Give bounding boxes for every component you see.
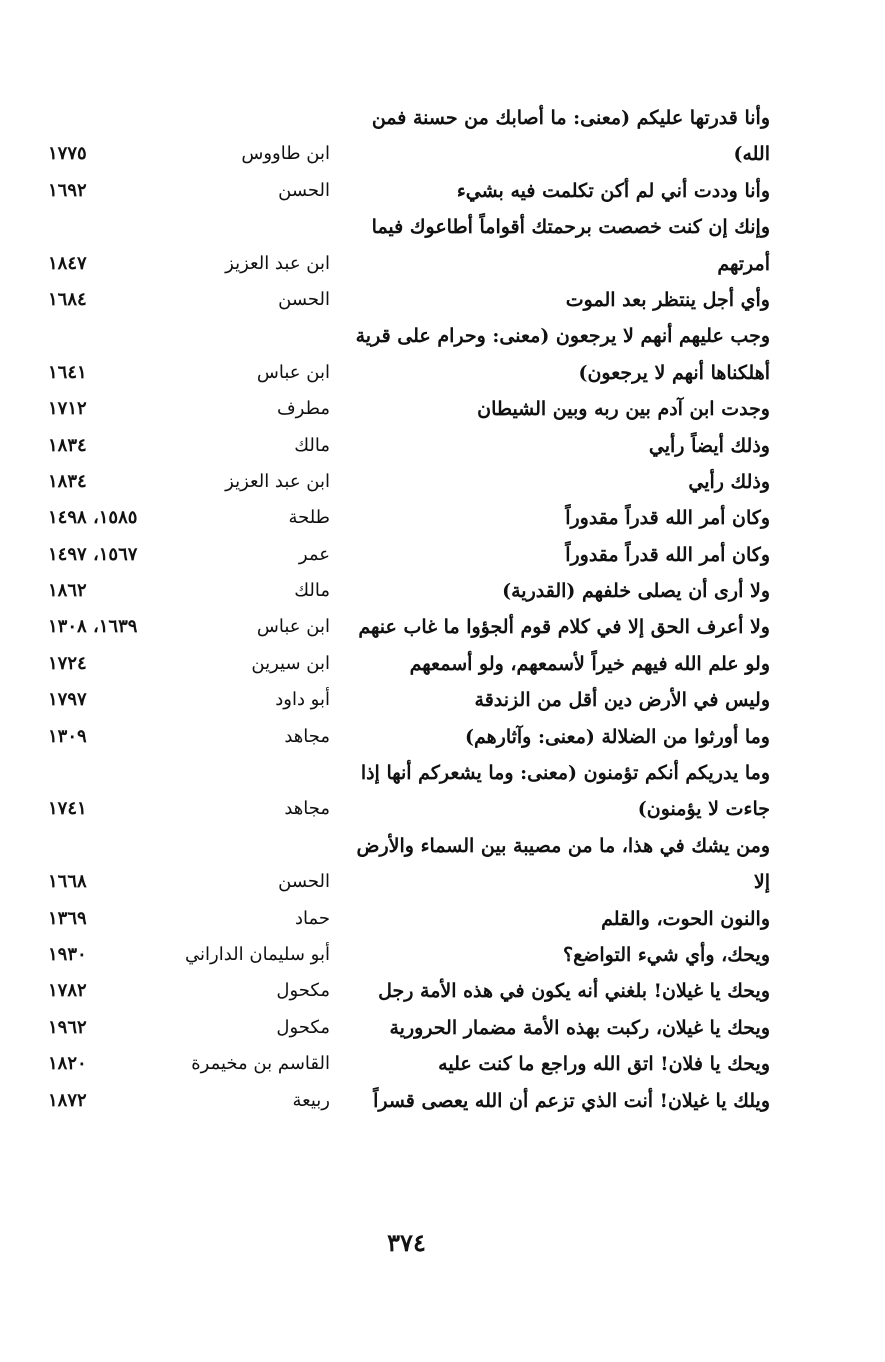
entry-quote: الله) (733, 143, 770, 166)
index-entry (40, 246, 770, 282)
entry-quote: وكان أمر الله قدراً مقدوراً (565, 543, 770, 566)
index-entry (40, 1010, 770, 1046)
index-entry (40, 282, 770, 318)
entry-reference-numbers: ١٩٦٢ (48, 1016, 87, 1038)
index-entry (40, 464, 770, 500)
entry-reference-numbers: ١٦٤١ (48, 361, 87, 383)
index-entry (40, 209, 770, 245)
entry-quote: وما أورثوا من الضلالة (معنى: وآثارهم) (464, 725, 770, 748)
entry-narrator: طلحة (288, 507, 330, 529)
entry-reference-numbers: ١٨٢٠ (48, 1053, 87, 1075)
index-entry (40, 682, 770, 718)
entry-reference-numbers: ١٩٣٠ (48, 943, 87, 965)
entry-reference-numbers: ١٦٦٨ (48, 871, 87, 893)
entry-narrator: ابن عبد العزيز (225, 252, 330, 274)
index-entry (40, 1046, 770, 1082)
entry-narrator: مجاهد (284, 798, 330, 820)
entry-narrator: مالك (294, 434, 330, 456)
entry-reference-numbers: ١٧٢٤ (48, 652, 87, 674)
entry-reference-numbers: ١٧٧٥ (48, 143, 87, 165)
index-entry (40, 719, 770, 755)
entry-narrator: مكحول (276, 1016, 330, 1038)
index-entry (40, 318, 770, 354)
entry-quote: وجدت ابن آدم بين ربه وبين الشيطان (477, 398, 770, 421)
index-entry (40, 136, 770, 172)
index-entry (40, 609, 770, 645)
entry-reference-numbers: ١٥٦٧، ١٤٩٧ (48, 543, 138, 565)
index-entry (40, 391, 770, 427)
index-entry (40, 937, 770, 973)
index-entry (40, 573, 770, 609)
index-entry (40, 973, 770, 1009)
index-entry (40, 864, 770, 900)
entry-narrator: ابن عبد العزيز (225, 470, 330, 492)
entry-narrator: الحسن (278, 179, 330, 201)
entry-quote: ولو علم الله فيهم خيراً لأسمعهم، ولو أسمعهم (409, 652, 770, 675)
index-entry (40, 791, 770, 827)
entry-narrator: عمر (298, 543, 330, 565)
entry-narrator: الحسن (278, 288, 330, 310)
entry-narrator: القاسم بن مخيمرة (191, 1053, 330, 1075)
entry-narrator: ربيعة (292, 1089, 330, 1111)
entry-quote: وكان أمر الله قدراً مقدوراً (565, 507, 770, 530)
index-entry (40, 901, 770, 937)
entry-narrator: مكحول (276, 980, 330, 1002)
entry-narrator: أبو سليمان الداراني (185, 943, 330, 965)
entry-quote: وجب عليهم أنهم لا يرجعون (معنى: وحرام على قرية (355, 325, 770, 348)
entry-quote: وأنا قدرتها عليكم (معنى: ما أصابك من حسنة فمن (371, 107, 770, 129)
entry-quote: ويحك، وأي شيء التواضع؟ (563, 943, 770, 966)
entry-narrator: الحسن (278, 871, 330, 893)
entry-quote: ويحك يا فلان! اتق الله وراجع ما كنت عليه (438, 1053, 770, 1076)
entry-reference-numbers: ١٨٤٧ (48, 252, 87, 274)
index-entry (40, 755, 770, 791)
entry-quote: وذلك رأيي (688, 470, 770, 493)
entry-quote: أمرتهم (717, 252, 770, 275)
entry-reference-numbers: ١٧٤١ (48, 798, 87, 820)
entry-quote: وأي أجل ينتظر بعد الموت (565, 288, 770, 311)
entry-quote: إلا (753, 871, 770, 894)
entry-reference-numbers: ١٨٦٢ (48, 580, 87, 602)
entry-narrator: مالك (294, 580, 330, 602)
index-entry (40, 500, 770, 536)
entry-reference-numbers: ١٧١٢ (48, 398, 87, 420)
entry-narrator: حماد (294, 907, 330, 929)
entry-quote: ويحك يا غيلان، ركبت بهذه الأمة مضمار الحرورية (389, 1016, 770, 1039)
entry-narrator: مطرف (277, 398, 330, 420)
entry-narrator: ابن سيرين (251, 652, 330, 674)
entry-quote: وأنا وددت أني لم أكن تكلمت فيه بشيء (456, 179, 770, 202)
entry-narrator: ابن عباس (256, 361, 330, 383)
entry-reference-numbers: ١٧٩٧ (48, 689, 87, 711)
entry-quote: وذلك أيضاً رأيي (648, 434, 770, 457)
entry-reference-numbers: ١٦٩٢ (48, 179, 87, 201)
entry-reference-numbers: ١٦٣٩، ١٣٠٨ (48, 616, 138, 638)
entry-quote: وإنك إن كنت خصصت برحمتك أقواماً أطاعوك فيما (371, 216, 770, 239)
index-entry (40, 828, 770, 864)
entry-reference-numbers: ١٨٣٤ (48, 470, 87, 492)
index-list (40, 100, 770, 1119)
entry-quote: ومن يشك في هذا، ما من مصيبة بين السماء والأرض (356, 834, 770, 857)
entry-quote: ويلك يا غيلان! أنت الذي تزعم أن الله يعصى قسراً (373, 1089, 770, 1112)
index-entry (40, 100, 770, 136)
index-entry (40, 1083, 770, 1119)
page-number: ٣٧٤ (387, 1228, 426, 1257)
entry-quote: وليس في الأرض دين أقل من الزندقة (474, 689, 770, 712)
entry-reference-numbers: ١٦٨٤ (48, 288, 87, 310)
entry-quote: أهلكناها أنهم لا يرجعون) (578, 361, 770, 384)
index-entry (40, 173, 770, 209)
entry-reference-numbers: ١٣٦٩ (48, 907, 87, 929)
entry-narrator: مجاهد (284, 725, 330, 747)
entry-quote: وما يدريكم أنكم تؤمنون (معنى: وما يشعركم أنها إذا (360, 762, 770, 785)
entry-quote: والنون الحوت، والقلم (601, 907, 770, 930)
entry-quote: ولا أعرف الحق إلا في كلام قوم ألجؤوا ما غاب عنهم (358, 616, 770, 639)
entry-quote: جاءت لا يؤمنون) (637, 798, 770, 821)
index-entry (40, 355, 770, 391)
index-entry (40, 428, 770, 464)
entry-narrator: ابن طاووس (241, 143, 330, 165)
entry-reference-numbers: ١٨٧٢ (48, 1089, 87, 1111)
entry-reference-numbers: ١٨٣٤ (48, 434, 87, 456)
entry-narrator: ابن عباس (256, 616, 330, 638)
entry-reference-numbers: ١٧٨٢ (48, 980, 87, 1002)
entry-quote: ولا أرى أن يصلى خلفهم (القدرية) (502, 580, 770, 603)
entry-reference-numbers: ١٥٨٥، ١٤٩٨ (48, 507, 138, 529)
index-entry (40, 537, 770, 573)
index-entry (40, 646, 770, 682)
entry-quote: ويحك يا غيلان! بلغني أنه يكون في هذه الأمة رجل (378, 980, 770, 1003)
entry-reference-numbers: ١٣٠٩ (48, 725, 87, 747)
entry-narrator: أبو داود (275, 689, 330, 711)
